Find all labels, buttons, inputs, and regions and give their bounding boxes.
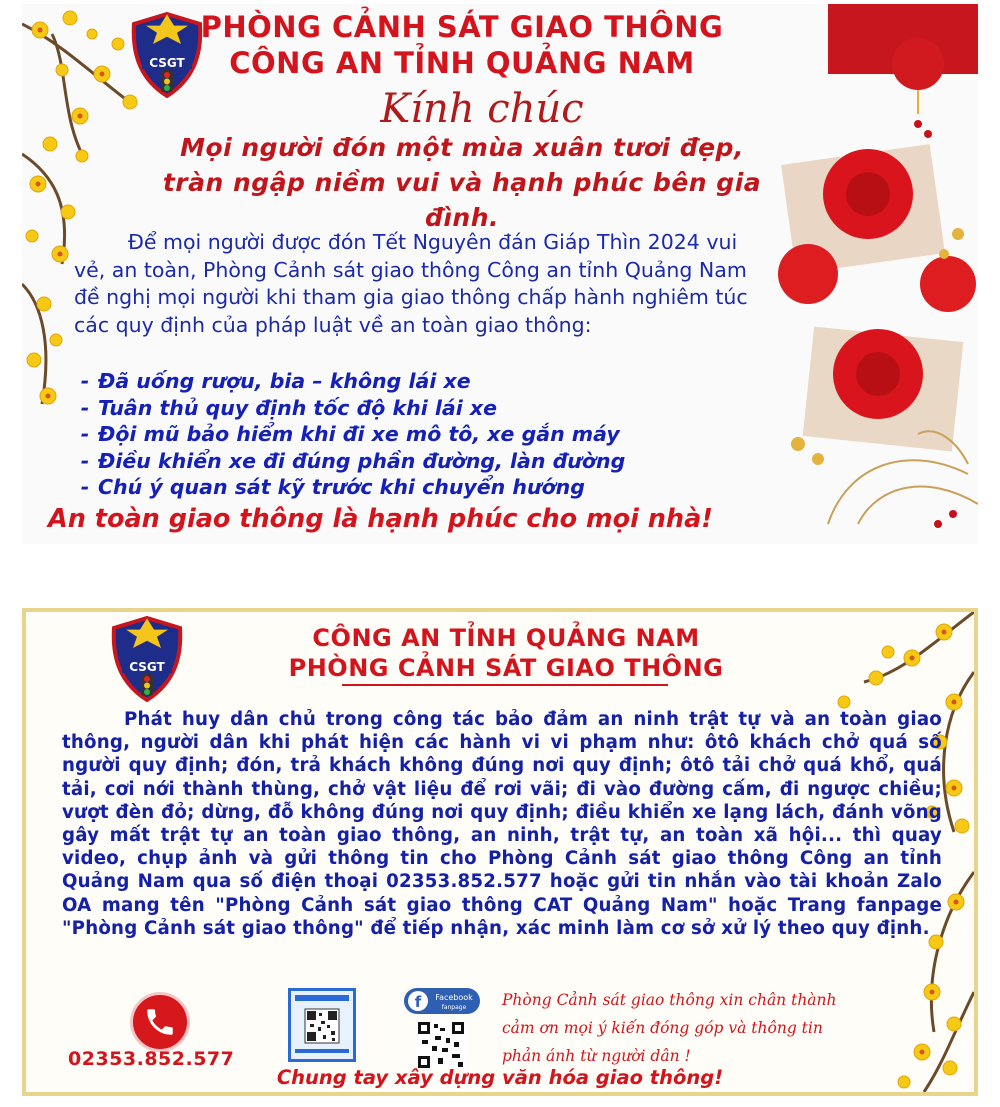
violation-report-card [22,608,978,1096]
phone-icon[interactable] [130,992,190,1052]
culture-slogan: Chung tay xây dựng văn hóa giao thông! [276,1066,724,1089]
badge-text: CSGT [149,56,185,70]
safety-slogan: An toàn giao thông là hạnh phúc cho mọi nhà! [48,504,713,534]
violation-report-text: Phát huy dân chủ trong công tác bảo đảm an ninh trật tự và an toàn giao thông, người dân khi phát hiện các hành vi vi phạm như: ôtô khách chở quá số người quy định; đón, trả khách không đúng nơi quy định; ôtô tải chở quá khổ, quá tải, cơi nới thành thùng, chở vật liệu để rơi vãi; đi vào đường cấm, đi ngược chiều; vượt đèn đỏ; dừng, đỗ không đúng nơi quy định; điều khiển xe lạng lách, đánh võng gây mất trật tự an toàn giao thông, an ninh, trật tự, an toàn xã hội... thì quay video, chụp ảnh và gửi thông tin cho Phòng Cảnh sát giao thông Công an tỉnh Quảng Nam qua số điện thoại 02353.852.577 hoặc gửi tin nhắn vào tài khoản Zalo OA mang tên "Phòng Cảnh sát giao thông CAT Quảng Nam" hoặc Trang fanpage "Phòng Cảnh sát giao thông" để tiếp nhận, xác minh làm cơ sở xử lý theo quy định. [62,709,942,939]
rule-text: Đội mũ bảo hiểm khi đi xe mô tô, xe gắn máy [98,422,620,446]
rule-text: Đã uống rượu, bia – không lái xe [98,369,471,393]
list-item: - Đội mũ bảo hiểm khi đi xe mô tô, xe gắn máy [80,422,620,446]
title-underline [342,684,668,686]
page-title-line2: PHÒNG CẢNH SÁT GIAO THÔNG [288,654,724,682]
rule-text: Chú ý quan sát kỹ trước khi chuyển hướng [98,475,585,499]
page-title-line2: CÔNG AN TỈNH QUẢNG NAM [229,46,695,80]
thank-you-note: Phòng Cảnh sát giao thông xin chân thành cảm ơn mọi ý kiến đóng góp và thông tin phản ánh từ người dân ! [502,991,837,1065]
page-title-line1: CÔNG AN TỈNH QUẢNG NAM [312,624,700,652]
facebook-fanpage-qr[interactable] [402,986,482,1072]
new-year-wish: Mọi người đón một mùa xuân tươi đẹp, tràn ngập niềm vui và hạnh phúc bên gia đình. [162,133,762,232]
tet-gift-decoration [768,4,978,544]
list-item: - Chú ý quan sát kỹ trước khi chuyển hướng [80,475,585,499]
list-item: - Điều khiển xe đi đúng phần đường, làn đường [80,448,626,473]
new-year-greeting-card [22,4,978,544]
zalo-qr-code[interactable] [288,988,356,1062]
safety-rules-list [72,368,772,501]
qr-code-icon [291,991,353,1059]
greeting-heading: Kính chúc [380,86,584,132]
facebook-qr-icon [402,986,482,1072]
facebook-sub-label: fanpage [441,1004,467,1011]
announcement-text: Để mọi người được đón Tết Nguyên đán Giáp Thìn 2024 vui vẻ, an toàn, Phòng Cảnh sát giao thông Công an tỉnh Quảng Nam đề nghị mọi người khi tham gia giao thông chấp hành nghiêm túc các quy định của pháp luật về an toàn giao thông: [74,230,748,337]
list-item: - Đã uống rượu, bia – không lái xe [80,369,471,393]
svg-text:f: f [414,993,422,1011]
badge-text: CSGT [129,660,165,674]
hotline-number[interactable]: 02353.852.577 [68,1048,235,1070]
phone-handset-icon [143,1005,177,1039]
rule-text: Tuân thủ quy định tốc độ khi lái xe [98,395,498,420]
rule-text: Điều khiển xe đi đúng phần đường, làn đường [98,448,626,473]
facebook-label: Facebook [435,993,473,1002]
list-item: - Tuân thủ quy định tốc độ khi lái xe [80,395,498,420]
page-title-line1: PHÒNG CẢNH SÁT GIAO THÔNG [200,10,724,44]
